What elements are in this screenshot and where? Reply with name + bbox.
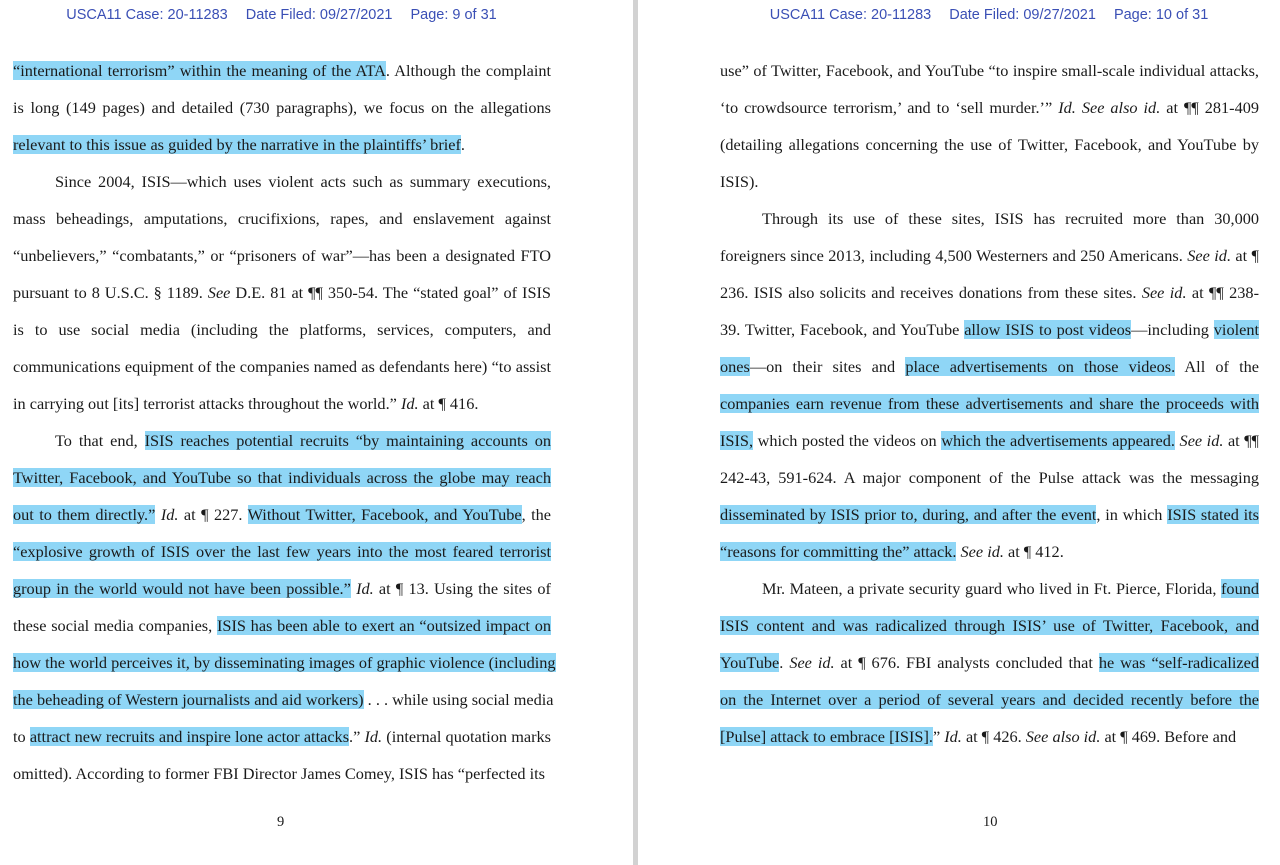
highlighted-text: on the Internet over a period of several years and decided recently before the xyxy=(720,690,1259,709)
text-segment: which posted the videos on xyxy=(753,431,942,450)
page-number: 9 xyxy=(277,814,285,830)
text-segment: Id. xyxy=(356,579,374,598)
text-segment: See xyxy=(207,283,231,302)
text-line xyxy=(720,496,1259,533)
text-line xyxy=(720,385,1259,422)
highlighted-text: “explosive growth of ISIS over the last few years into the most feared terrorist xyxy=(13,542,551,561)
text-segment: (internal quotation marks xyxy=(382,727,551,746)
highlighted-text: group in the world would not have been possible.” xyxy=(13,579,351,598)
text-line xyxy=(720,200,1259,237)
highlighted-text: disseminated by ISIS prior to, during, and after the event xyxy=(720,505,1097,524)
text-line xyxy=(13,52,551,89)
text-segment: Through its use of these sites, ISIS has recruited more than 30,000 xyxy=(762,209,1259,228)
text-segment: at ¶¶ xyxy=(1223,431,1259,450)
text-segment: Since 2004, ISIS—which uses violent acts such as summary executions, xyxy=(55,172,551,191)
text-segment: at ¶ 412. xyxy=(1003,542,1064,561)
text-line xyxy=(720,89,1259,126)
text-line xyxy=(720,459,1259,496)
text-segment: use” of Twitter, Facebook, and YouTube “to inspire small-scale individual attacks, xyxy=(720,61,1259,80)
text-line xyxy=(13,237,551,274)
text-segment: Mr. Mateen, a private security guard who lived in Ft. Pierce, Florida, xyxy=(762,579,1222,598)
highlighted-text: Without Twitter, Facebook, and YouTube xyxy=(247,505,522,524)
text-segment: (detailing allegations concerning the use of Twitter, Facebook, and YouTube by xyxy=(720,135,1259,154)
text-segment: at ¶ 676. FBI analysts concluded that xyxy=(834,653,1099,672)
text-segment: at ¶ 469. Before and xyxy=(1100,727,1237,746)
text-segment: Id. xyxy=(944,727,962,746)
text-segment: , in which xyxy=(1096,505,1168,524)
page-body-text xyxy=(13,52,556,792)
highlighted-text: ones xyxy=(720,357,750,376)
highlighted-text: Twitter, Facebook, and YouTube so that individuals across the globe may reach xyxy=(13,468,551,487)
text-segment: See id. xyxy=(789,653,835,672)
highlighted-text: how the world perceives it, by disseminating images of graphic violence (including xyxy=(13,653,556,672)
highlighted-text: ISIS, xyxy=(720,431,754,450)
text-segment: foreigners since 2013, including 4,500 Westerners and 250 Americans. xyxy=(720,246,1188,265)
text-segment: omitted). According to former FBI Director James Comey, ISIS has “perfected its xyxy=(13,764,546,783)
text-line xyxy=(720,163,1259,200)
text-segment: at ¶¶ 238- xyxy=(1186,283,1259,302)
text-segment: at ¶ 227. xyxy=(178,505,248,524)
text-line xyxy=(13,422,551,459)
text-line xyxy=(720,237,1259,274)
highlighted-text: ISIS reaches potential recruits “by maintaining accounts on xyxy=(144,431,551,450)
page-indicator: Page: 10 of 31 xyxy=(1113,7,1209,23)
text-line xyxy=(720,52,1259,89)
highlighted-text: out to them directly.” xyxy=(13,505,156,524)
text-line xyxy=(13,644,556,681)
text-line xyxy=(13,755,551,792)
text-segment: See id. xyxy=(1179,431,1224,450)
text-segment: . xyxy=(460,135,465,154)
highlighted-text: ISIS stated its xyxy=(1167,505,1260,524)
highlighted-text: he was “self-radicalized xyxy=(1098,653,1260,672)
text-line xyxy=(13,126,551,163)
text-line xyxy=(720,348,1259,385)
text-segment: Id. xyxy=(364,727,383,746)
text-segment: is long (149 pages) and detailed (730 paragraphs), we focus on the allegations xyxy=(13,98,551,117)
text-segment: See id. xyxy=(1141,283,1187,302)
text-line xyxy=(720,681,1259,718)
highlighted-text: attract new recruits and inspire lone actor attacks xyxy=(29,727,350,746)
highlighted-text: “reasons for committing the” attack. xyxy=(720,542,957,561)
highlighted-text: companies earn revenue from these advertisements and share the proceeds with xyxy=(720,394,1259,413)
text-line xyxy=(720,644,1259,681)
text-segment: Id. xyxy=(160,505,179,524)
text-line xyxy=(13,718,551,755)
text-segment: See id. xyxy=(960,542,1004,561)
text-segment: mass beheadings, amputations, crucifixions, rapes, and enslavement against xyxy=(13,209,551,228)
text-line xyxy=(13,200,551,237)
highlighted-text: ISIS has been able to exert an “outsized impact on xyxy=(216,616,552,635)
text-line xyxy=(13,459,551,496)
page-number: 10 xyxy=(983,814,998,830)
date-filed: Date Filed: 09/27/2021 xyxy=(245,7,393,23)
highlighted-text: which the advertisements appeared. xyxy=(941,431,1175,450)
document-page-10 xyxy=(638,0,1280,865)
text-line xyxy=(13,163,551,200)
text-segment: See id. xyxy=(1187,246,1232,265)
text-line xyxy=(720,274,1259,311)
text-segment: , the xyxy=(521,505,551,524)
text-segment: ISIS). xyxy=(720,172,759,191)
text-line xyxy=(13,385,551,422)
date-filed: Date Filed: 09/27/2021 xyxy=(949,7,1096,23)
text-segment: at ¶ 13. Using the sites of xyxy=(373,579,551,598)
text-line xyxy=(13,311,551,348)
text-segment: —including xyxy=(1131,320,1214,339)
text-segment: Id. xyxy=(1058,98,1076,117)
text-line xyxy=(13,681,554,718)
highlighted-text: allow ISIS to post videos xyxy=(964,320,1132,339)
text-segment: . . . while using social media xyxy=(363,690,554,709)
text-segment: ” xyxy=(932,727,945,746)
text-segment: . xyxy=(779,653,790,672)
text-segment: at ¶ 426. xyxy=(961,727,1026,746)
page-indicator: Page: 9 of 31 xyxy=(410,7,497,23)
highlighted-text: violent xyxy=(1213,320,1259,339)
case-number: USCA11 Case: 20-11283 xyxy=(769,7,932,23)
text-segment: Id. xyxy=(400,394,419,413)
text-segment: See also id. xyxy=(1081,98,1161,117)
highlighted-text: relevant to this issue as guided by the narrative in the plaintiffs’ brief xyxy=(13,135,461,154)
text-segment: at ¶ 416. xyxy=(418,394,479,413)
highlighted-text: place advertisements on those videos. xyxy=(905,357,1176,376)
case-number: USCA11 Case: 20-11283 xyxy=(66,7,228,23)
text-segment: All of the xyxy=(1175,357,1259,376)
text-line xyxy=(720,311,1259,348)
text-line xyxy=(13,607,551,644)
text-line xyxy=(13,533,551,570)
text-segment: 39. Twitter, Facebook, and YouTube xyxy=(720,320,965,339)
text-segment: 242-43, 591-624. A major component of the Pulse attack was the messaging xyxy=(720,468,1259,487)
text-segment: To that end, xyxy=(55,431,145,450)
text-line xyxy=(720,607,1259,644)
text-segment: to xyxy=(13,727,30,746)
page-header xyxy=(0,7,563,23)
text-line xyxy=(13,496,551,533)
document-page-9 xyxy=(0,0,633,865)
text-segment: is to use social media (including the platforms, services, computers, and xyxy=(13,320,551,339)
text-segment: these social media companies, xyxy=(13,616,217,635)
text-segment: D.E. 81 at ¶¶ 350-54. The “stated goal” of ISIS xyxy=(230,283,551,302)
text-segment: . Although the complaint xyxy=(385,61,552,80)
text-line xyxy=(13,570,551,607)
highlighted-text: “international terrorism” within the meaning of the ATA xyxy=(13,61,386,80)
text-segment: at ¶¶ 281-409 xyxy=(1160,98,1260,117)
text-segment: “unbelievers,” “combatants,” or “prisoners of war”—has been a designated FTO xyxy=(13,246,551,265)
highlighted-text: the beheading of Western journalists and aid workers) xyxy=(13,690,364,709)
text-segment: See also id. xyxy=(1025,727,1101,746)
text-line xyxy=(720,718,1259,755)
text-line xyxy=(13,348,551,385)
page-body-text xyxy=(720,52,1259,755)
page-header xyxy=(638,7,1280,23)
highlighted-text: [Pulse] attack to embrace [ISIS]. xyxy=(720,727,933,746)
text-segment: at ¶ xyxy=(1231,246,1259,265)
text-line xyxy=(720,533,1259,570)
text-segment: pursuant to 8 U.S.C. § 1189. xyxy=(13,283,208,302)
highlighted-text: ISIS content and was radicalized through ISIS’ use of Twitter, Facebook, and xyxy=(720,616,1259,635)
text-segment: 236. ISIS also solicits and receives donations from these sites. xyxy=(720,283,1142,302)
text-segment: ‘to crowdsource terrorism,’ and to ‘sell murder.’” xyxy=(720,98,1059,117)
text-line xyxy=(720,126,1259,163)
text-line xyxy=(720,422,1259,459)
text-segment: .” xyxy=(349,727,365,746)
text-line xyxy=(720,570,1259,607)
text-line xyxy=(13,274,551,311)
highlighted-text: YouTube xyxy=(720,653,780,672)
text-segment: —on their sites and xyxy=(749,357,906,376)
text-segment: in carrying out [its] terrorist attacks throughout the world.” xyxy=(13,394,401,413)
highlighted-text: found xyxy=(1221,579,1259,598)
text-segment: communications equipment of the companies named as defendants here) “to assist xyxy=(13,357,551,376)
text-line xyxy=(13,89,551,126)
